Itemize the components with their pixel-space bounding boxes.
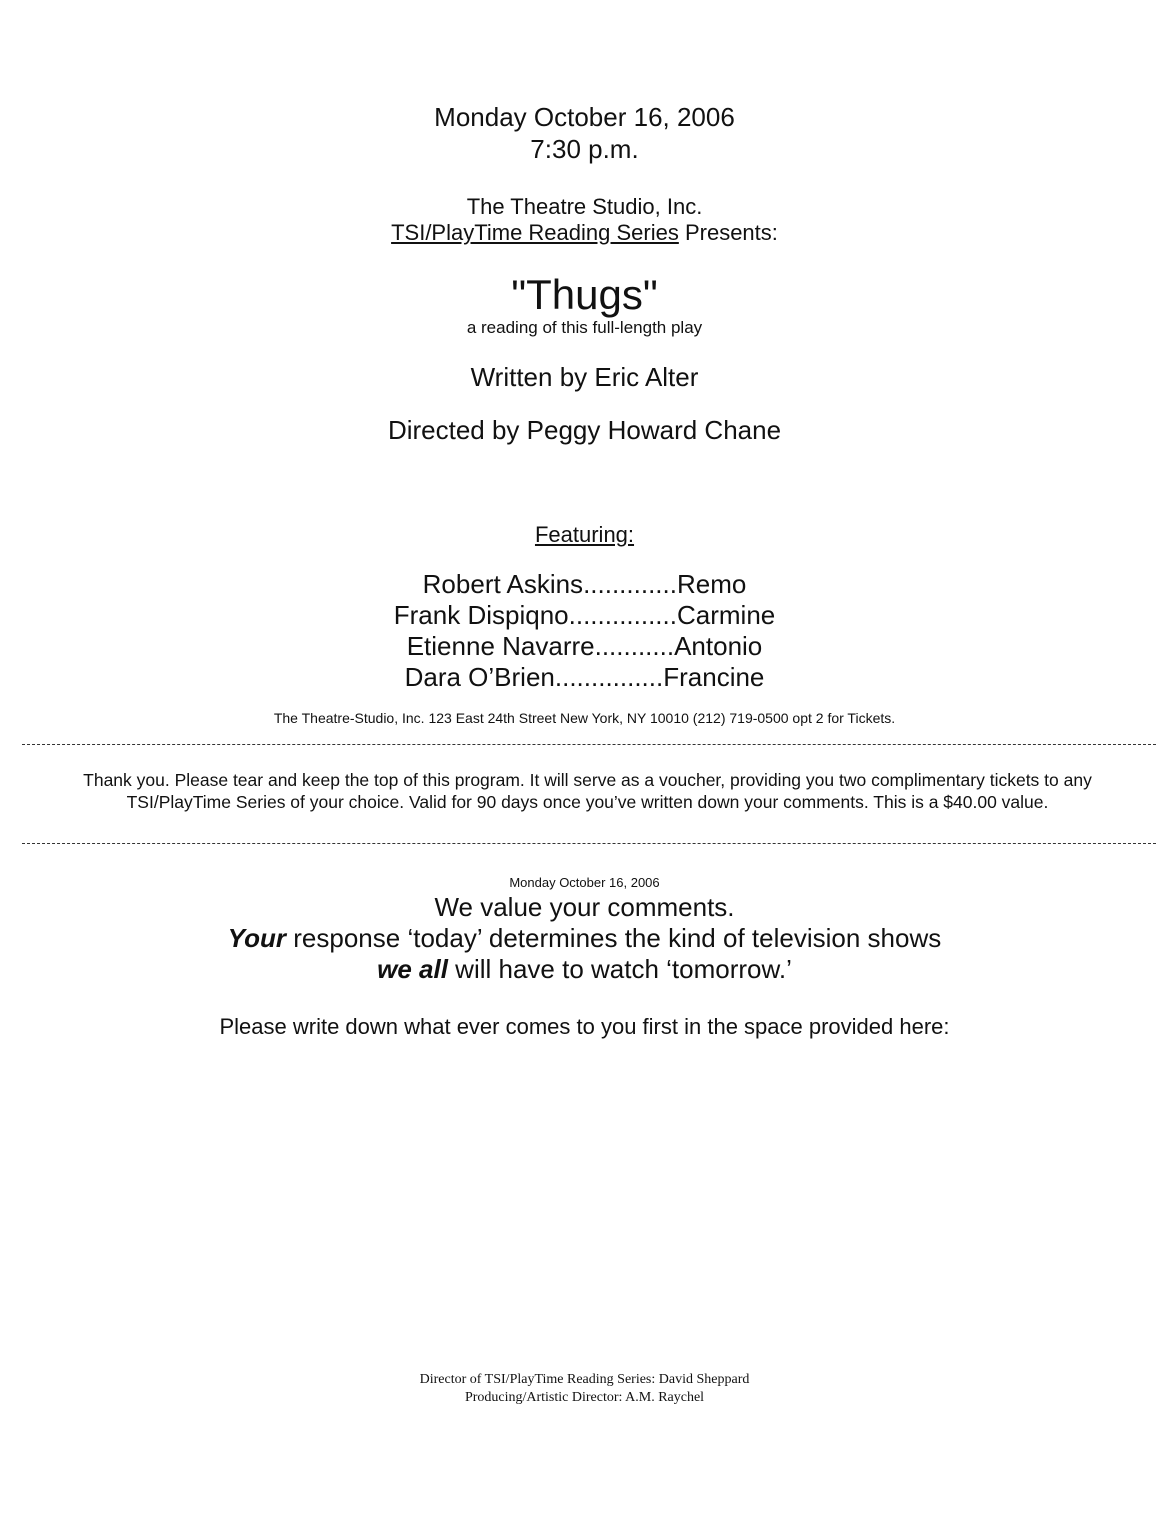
role-name: Francine	[663, 662, 765, 692]
comments-line	[0, 925, 1169, 951]
producer-credit: Producing/Artistic Director: A.M. Raychel	[464, 1390, 705, 1405]
emphasis-text: Your	[227, 923, 287, 953]
series-presents	[0, 222, 1169, 244]
performance-date: Monday October 16, 2006	[434, 102, 735, 132]
emphasis-text: we all	[377, 954, 448, 984]
organization-name: The Theatre Studio, Inc.	[466, 194, 703, 219]
play-title: "Thugs"	[511, 271, 658, 318]
comments-line	[0, 956, 1169, 982]
comments-headline: We value your comments.	[434, 892, 735, 922]
role-name: Remo	[676, 569, 747, 599]
actor-name: Etienne Navarre	[406, 631, 595, 661]
role-name: Antonio	[674, 631, 763, 661]
cast-heading: Featuring:	[534, 522, 635, 547]
comments-text: response ‘today’ determines the kind of television shows	[286, 923, 942, 953]
leader-dots: ...............	[554, 662, 664, 692]
voucher-line: Thank you. Please tear and keep the top of this program. It will serve as a voucher, providing you two complimentary tickets to any	[83, 770, 1092, 790]
comments-text: will have to watch ‘tomorrow.’	[447, 954, 792, 984]
voucher-text	[20, 769, 1155, 813]
actor-name: Dara O’Brien	[404, 662, 555, 692]
series-name: TSI/PlayTime Reading Series	[391, 220, 679, 245]
studio-address: The Theatre-Studio, Inc. 123 East 24th Street New York, NY 10010 (212) 719-0500 opt 2 for Tickets.	[273, 710, 896, 726]
actor-name: Frank Dispiqno	[393, 600, 569, 630]
leader-dots: ...........	[594, 631, 675, 661]
series-director-credit: Director of TSI/PlayTime Reading Series: David Sheppard	[419, 1372, 750, 1387]
actor-name: Robert Askins	[422, 569, 584, 599]
tear-line-bottom	[22, 843, 1156, 844]
director-credit: Directed by Peggy Howard Chane	[387, 415, 782, 445]
leader-dots: ...............	[568, 600, 677, 630]
leader-dots: .............	[583, 569, 677, 599]
cast-member	[0, 602, 1169, 628]
cast-member	[0, 571, 1169, 597]
comments-date: Monday October 16, 2006	[509, 875, 660, 890]
tear-line-top	[22, 744, 1156, 745]
performance-time: 7:30 p.m.	[530, 134, 639, 164]
role-name: Carmine	[676, 600, 776, 630]
play-subtitle: a reading of this full-length play	[466, 318, 703, 337]
voucher-line: TSI/PlayTime Series of your choice. Valid for 90 days once you’ve written down your comments. This is a $40.00 value.	[126, 792, 1049, 812]
presents-label: Presents:	[678, 220, 778, 245]
playwright-credit: Written by Eric Alter	[470, 362, 699, 392]
comments-prompt: Please write down what ever comes to you first in the space provided here:	[219, 1014, 950, 1039]
cast-member	[0, 664, 1169, 690]
cast-member	[0, 633, 1169, 659]
